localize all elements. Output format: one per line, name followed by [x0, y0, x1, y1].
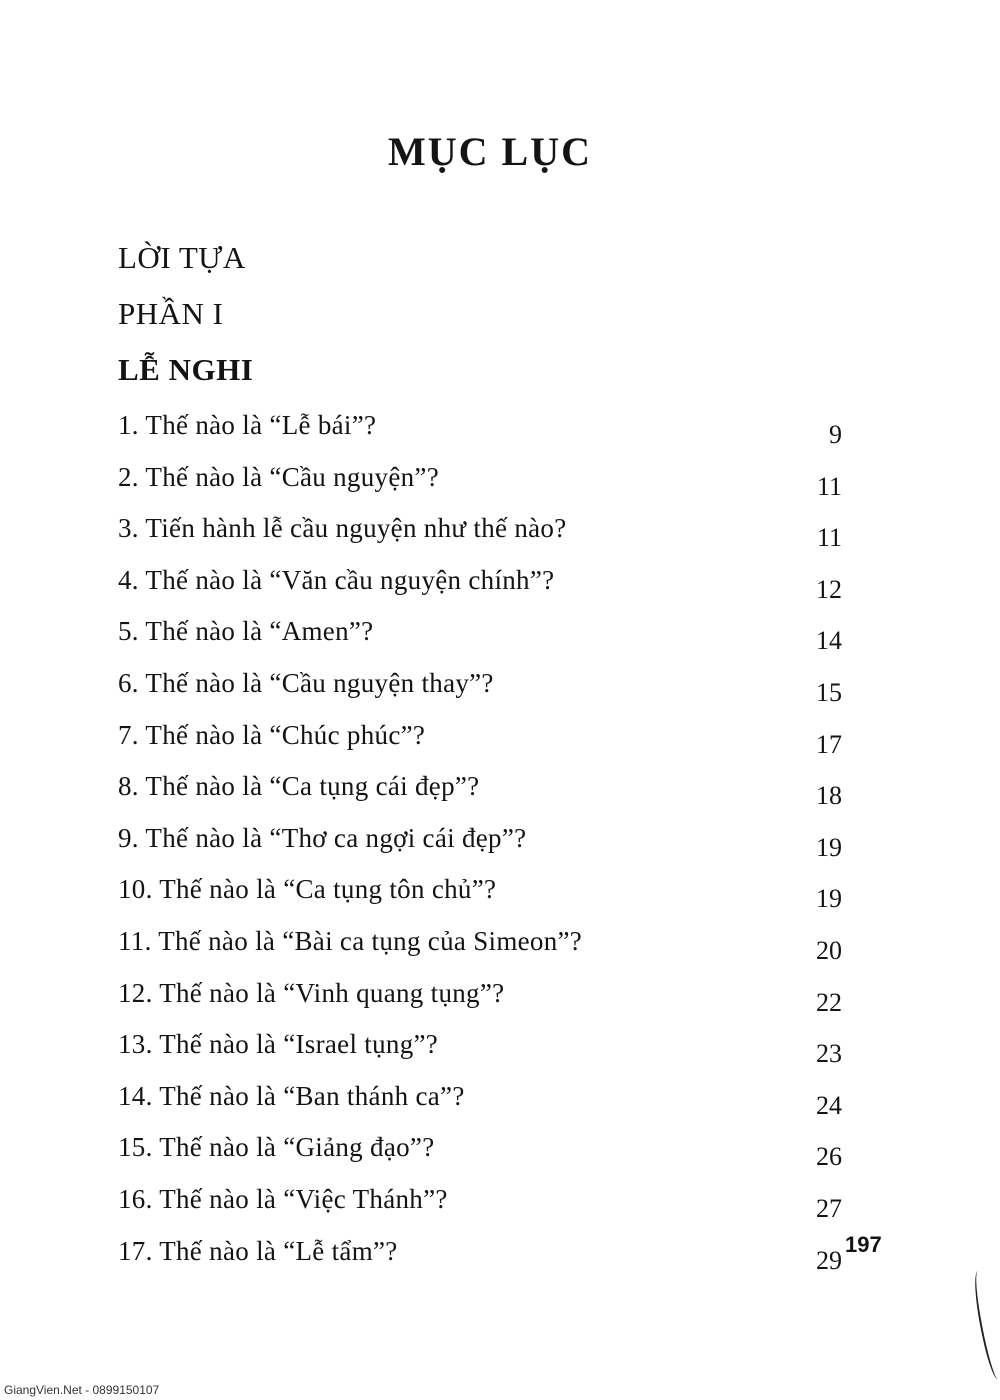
toc-entry-page: 19: [816, 832, 842, 862]
toc-entry: [0, 720, 1000, 760]
toc-entry-page: 29: [816, 1245, 842, 1275]
page-title: MỤC LỤC: [388, 129, 592, 174]
toc-entry: [0, 1132, 1000, 1172]
toc-entry: [0, 874, 1000, 914]
toc-entry: [0, 1081, 1000, 1121]
toc-entry-label: 5. Thế nào là “Amen”?: [118, 616, 374, 647]
toc-entry-page: 20: [816, 936, 842, 965]
toc-entry-label: 4. Thế nào là “Văn cầu nguyện chính”?: [118, 564, 555, 595]
toc-entry-label: 16. Thế nào là “Việc Thánh”?: [118, 1184, 448, 1214]
toc-entry-label: 12. Thế nào là “Vinh quang tụng”?: [118, 977, 505, 1008]
toc-entry-label: 17. Thế nào là “Lễ tẩm”?: [118, 1235, 398, 1266]
toc-entry: [0, 616, 1000, 656]
toc-entry-page: 14: [816, 626, 842, 656]
toc-entry-label: 15. Thế nào là “Giảng đạo”?: [118, 1132, 435, 1163]
toc-entry-page: 15: [816, 678, 842, 707]
toc-entry: [0, 926, 1000, 966]
toc-entry-label: 9. Thế nào là “Thơ ca ngợi cái đẹp”?: [118, 822, 527, 853]
toc-entry-page: 26: [816, 1142, 842, 1172]
toc-entry: [0, 565, 1000, 605]
toc-entry-label: 7. Thế nào là “Chúc phúc”?: [118, 719, 426, 750]
heading-part: PHẦN I: [118, 296, 224, 331]
toc-entry-page: 24: [816, 1090, 842, 1120]
toc-entry: [0, 462, 1000, 502]
toc-entry: [0, 823, 1000, 863]
heading-section: LỄ NGHI: [118, 352, 254, 387]
toc-entry-page: 12: [816, 574, 842, 604]
toc-entry-label: 11. Thế nào là “Bài ca tụng của Simeon”?: [118, 926, 583, 956]
toc-entry-label: 10. Thế nào là “Ca tụng tôn chủ”?: [118, 874, 497, 905]
toc-entry-label: 6. Thế nào là “Cầu nguyện thay”?: [118, 668, 494, 698]
toc-entry: [0, 771, 1000, 811]
toc-entry-page: 17: [816, 729, 842, 759]
toc-entry: [0, 410, 1000, 450]
toc-entry-page: 11: [816, 523, 842, 553]
toc-entry-page: 11: [816, 471, 842, 501]
toc-entry-page: 19: [816, 884, 842, 914]
watermark: GiangVien.Net - 0899150107: [4, 1383, 160, 1397]
toc-entry-label: 2. Thế nào là “Cầu nguyện”?: [118, 461, 439, 492]
toc-entry-label: 14. Thế nào là “Ban thánh ca”?: [118, 1080, 465, 1111]
toc-entry-label: 3. Tiến hành lễ cầu nguyện như thế nào?: [118, 513, 567, 544]
toc-entry: [0, 513, 1000, 553]
toc-entry-page: 27: [816, 1194, 842, 1223]
toc-entry: [0, 1184, 1000, 1224]
toc-entry-label: 13. Thế nào là “Israel tụng”?: [118, 1029, 439, 1060]
toc-entry: [0, 978, 1000, 1018]
heading-preface: LỜI TỰA: [118, 240, 246, 275]
toc-entry-page: 18: [816, 781, 842, 811]
toc-entry: [0, 668, 1000, 708]
toc-entry-label: 8. Thế nào là “Ca tụng cái đẹp”?: [118, 771, 480, 802]
toc-entry-label: 1. Thế nào là “Lễ bái”?: [118, 410, 377, 440]
toc-entry-page: 23: [816, 1039, 842, 1069]
toc-entry-page: 22: [816, 987, 842, 1017]
toc-entry: [0, 1029, 1000, 1069]
page-number: 197: [845, 1232, 882, 1257]
toc-entry-page: 9: [829, 420, 842, 449]
